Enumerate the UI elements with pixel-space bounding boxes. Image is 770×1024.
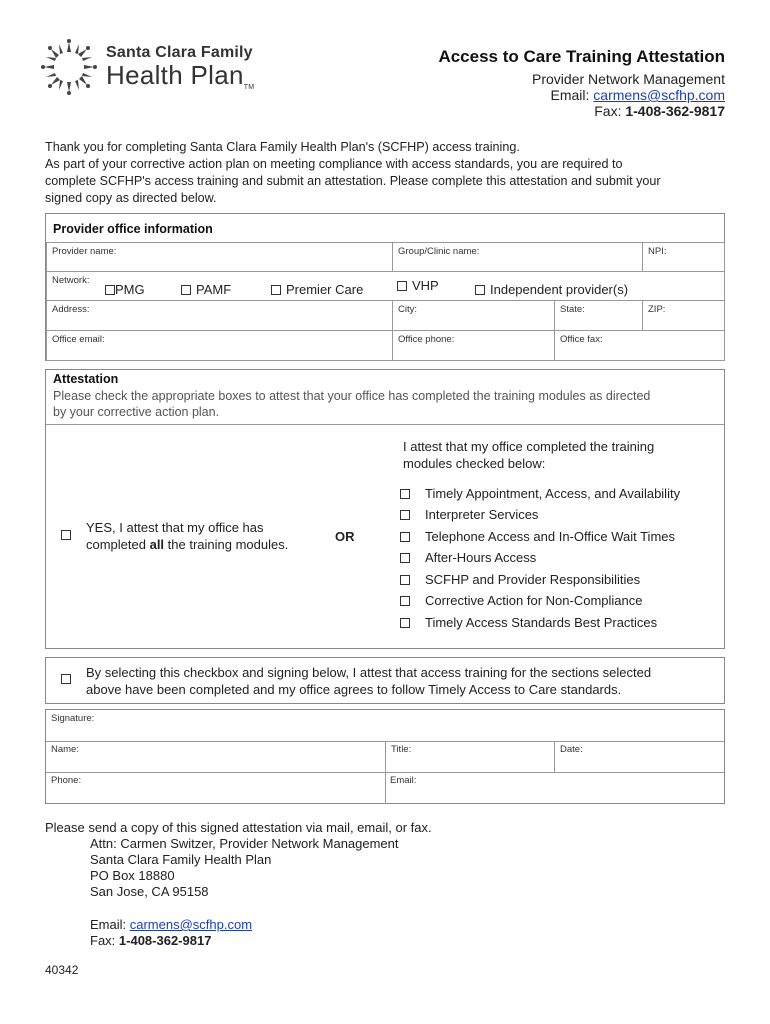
intro-line: complete SCFHP's access training and submit an attestation. Please complete this attestation and submit your xyxy=(45,174,661,188)
email-field[interactable]: Email: xyxy=(390,775,417,786)
network-option-premier-care[interactable]: Premier Care xyxy=(271,282,363,297)
provider-section-title: Provider office information xyxy=(53,222,213,236)
office-email-field[interactable]: Office email: xyxy=(46,330,393,361)
provider-name-field[interactable]: Provider name: xyxy=(46,242,393,272)
consent-text: By selecting this checkbox and signing below, I attest that access training for the sections selected above have been completed and my office agrees to follow Timely Access to Care standards. xyxy=(86,665,652,697)
checkbox[interactable] xyxy=(400,489,410,499)
checkbox[interactable] xyxy=(397,281,407,291)
phone-field[interactable]: Phone: xyxy=(46,772,386,804)
checkbox[interactable] xyxy=(181,285,191,295)
module-item[interactable]: Telephone Access and In-Office Wait Times xyxy=(400,529,675,544)
form-code: 40342 xyxy=(45,963,79,977)
office-phone-field[interactable]: Office phone: xyxy=(392,330,555,361)
network-option-vhp[interactable]: VHP xyxy=(397,278,439,293)
network-option-pamf[interactable]: PAMF xyxy=(181,282,231,297)
intro-line: Thank you for completing Santa Clara Family Health Plan's (SCFHP) access training. xyxy=(45,140,520,154)
npi-field[interactable]: NPI: xyxy=(642,242,725,272)
module-item[interactable]: Timely Access Standards Best Practices xyxy=(400,615,657,630)
provider-office-section xyxy=(45,213,725,361)
address-field[interactable]: Address: xyxy=(46,300,393,331)
signature-section xyxy=(45,709,725,804)
footer-po: PO Box 18880 xyxy=(90,868,175,883)
checkbox[interactable] xyxy=(400,618,410,628)
network-option-independent[interactable]: Independent provider(s) xyxy=(475,282,628,297)
name-field[interactable]: Name: xyxy=(46,741,386,773)
checkbox[interactable] xyxy=(400,575,410,585)
header xyxy=(345,47,725,119)
checkbox[interactable] xyxy=(105,285,115,295)
office-fax-field[interactable]: Office fax: xyxy=(554,330,725,361)
zip-field[interactable]: ZIP: xyxy=(642,300,725,331)
attest-modules-label: I attest that my office completed the training modules checked below: xyxy=(403,439,655,471)
consent-checkbox[interactable] xyxy=(61,674,71,684)
attestation-title: Attestation xyxy=(53,372,119,386)
footer-fax: Fax: 1-408-362-9817 xyxy=(90,933,212,948)
checkbox[interactable] xyxy=(475,285,485,295)
intro-text xyxy=(45,139,735,207)
intro-line: signed copy as directed below. xyxy=(45,191,217,205)
network-row: Network: PMG PAMF Premier Care VHP Independent provider(s) xyxy=(46,271,725,301)
header-email: Email: carmens@scfhp.com xyxy=(550,87,725,103)
footer-instructions xyxy=(45,820,432,949)
checkbox[interactable] xyxy=(271,285,281,295)
module-item[interactable]: Corrective Action for Non-Compliance xyxy=(400,593,642,608)
attest-all-checkbox[interactable] xyxy=(61,530,71,540)
checkbox[interactable] xyxy=(400,510,410,520)
starburst-logo-icon xyxy=(40,38,98,96)
header-fax: Fax: 1-408-362-9817 xyxy=(594,103,725,119)
footer-email: Email: carmens@scfhp.com xyxy=(90,917,253,932)
intro-line: As part of your corrective action plan on meeting compliance with access standards, you are required to xyxy=(45,157,623,171)
state-field[interactable]: State: xyxy=(554,300,643,331)
network-option-pmg[interactable]: PMG xyxy=(105,282,145,297)
footer-send: Please send a copy of this signed attestation via mail, email, or fax. xyxy=(45,820,432,835)
footer-city: San Jose, CA 95158 xyxy=(90,884,209,899)
checkbox[interactable] xyxy=(400,532,410,542)
attest-all-label: YES, I attest that my office has completed all the training modules. xyxy=(86,520,289,552)
header-dept: Provider Network Management xyxy=(532,71,725,87)
footer-attn: Attn: Carmen Switzer, Provider Network Management xyxy=(90,836,399,851)
footer-email-link[interactable]: carmens@scfhp.com xyxy=(129,917,253,932)
module-item[interactable]: After-Hours Access xyxy=(400,550,536,565)
logo-text-line2: Health PlanTM xyxy=(106,60,255,91)
date-field[interactable]: Date: xyxy=(554,741,725,773)
checkbox[interactable] xyxy=(400,553,410,563)
module-item[interactable]: Interpreter Services xyxy=(400,507,538,522)
attestation-description: Please check the appropriate boxes to attest that your office has completed the training modules as directed by your corrective action plan. xyxy=(53,389,651,419)
checkbox[interactable] xyxy=(400,596,410,606)
city-field[interactable]: City: xyxy=(392,300,555,331)
title-field[interactable]: Title: xyxy=(385,741,555,773)
attestation-header xyxy=(46,370,724,425)
page-title: Access to Care Training Attestation xyxy=(438,47,725,66)
signature-field[interactable]: Signature: xyxy=(46,710,725,742)
header-email-link[interactable]: carmens@scfhp.com xyxy=(593,87,725,103)
logo xyxy=(40,38,280,98)
logo-text-line1: Santa Clara Family xyxy=(106,44,253,61)
or-label: OR xyxy=(335,529,355,544)
consent-box xyxy=(45,657,725,704)
module-item[interactable]: SCFHP and Provider Responsibilities xyxy=(400,572,640,587)
footer-org: Santa Clara Family Health Plan xyxy=(90,852,272,867)
module-item[interactable]: Timely Appointment, Access, and Availability xyxy=(400,486,680,501)
group-clinic-field[interactable]: Group/Clinic name: xyxy=(392,242,643,272)
